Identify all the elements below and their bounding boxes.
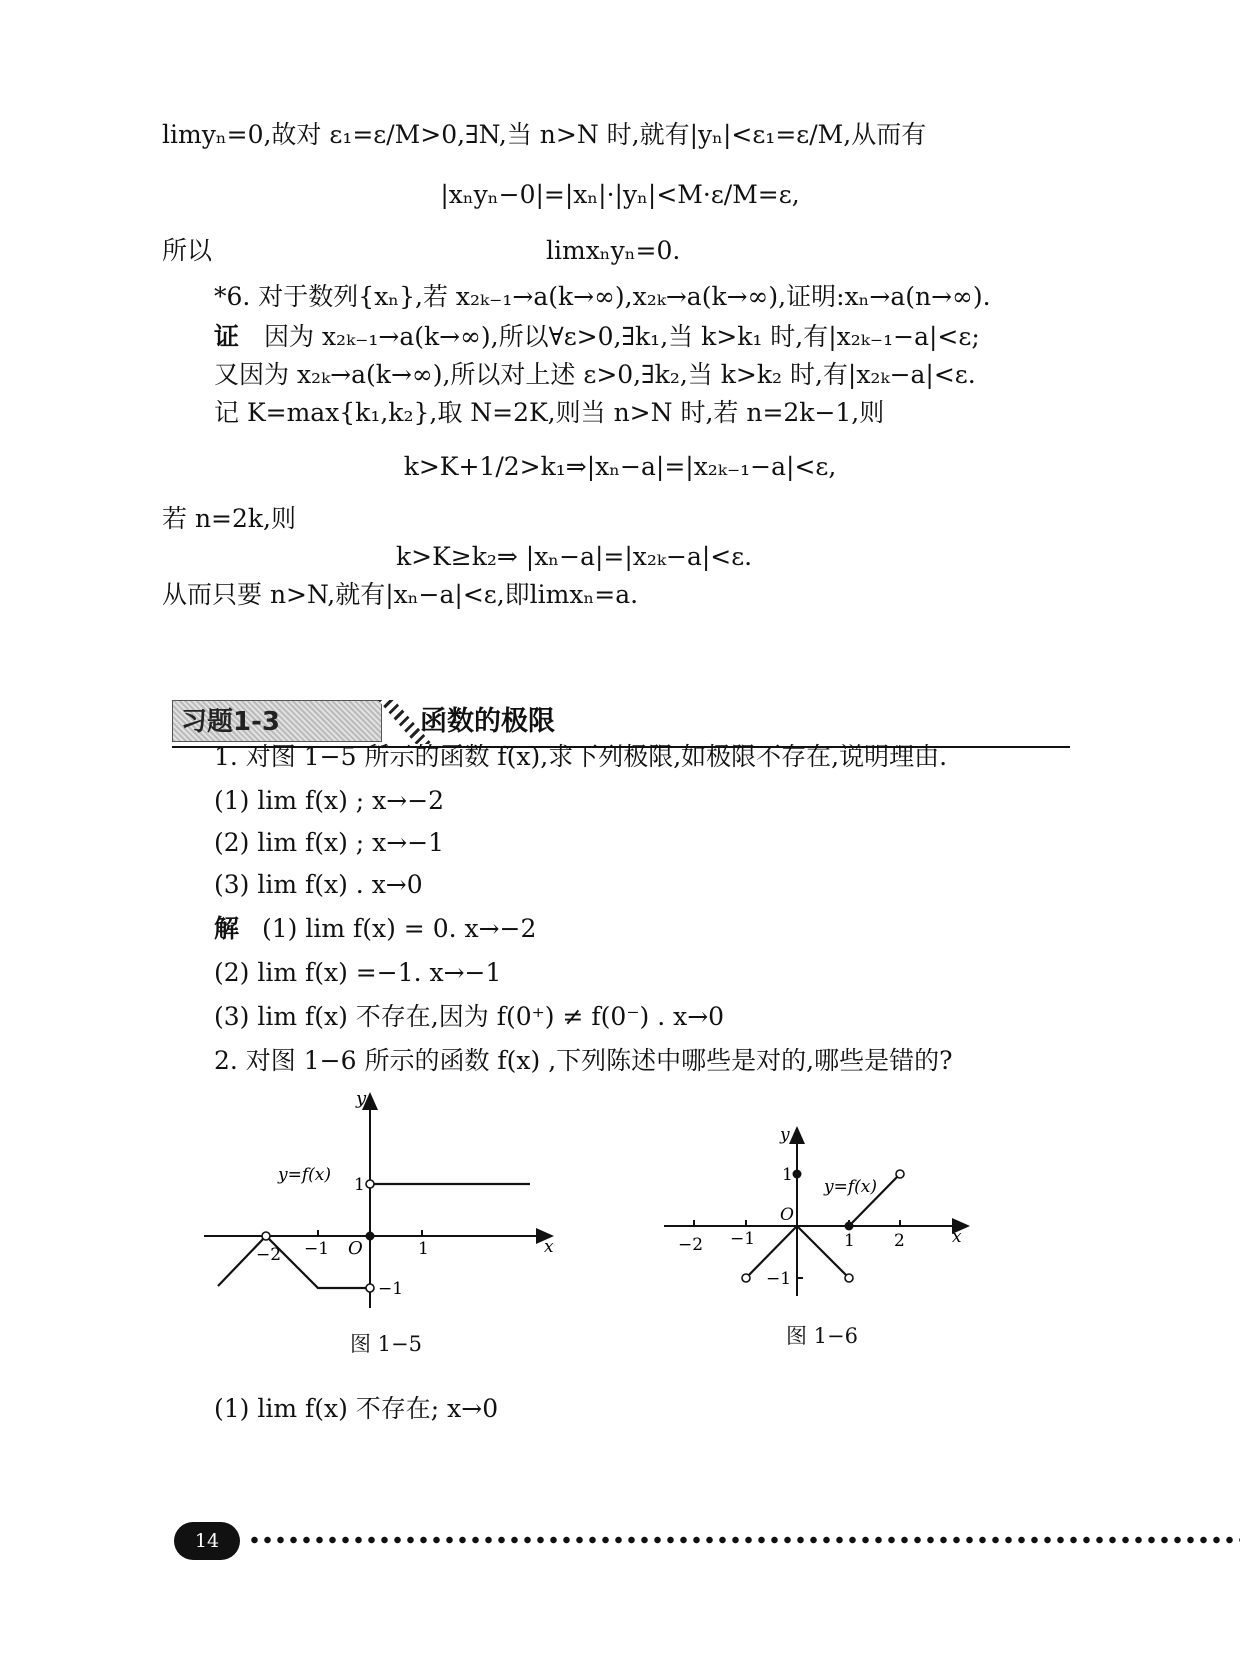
fig15-tick-y-1: 1 — [354, 1175, 365, 1195]
fig15-open-point-neg1 — [366, 1284, 374, 1292]
fig16-filled-point-x1 — [845, 1222, 854, 1231]
page-number: 14 — [174, 1522, 240, 1560]
exercise1-statement: 1. 对图 1−5 所示的函数 f(x),求下列极限,如极限不存在,说明理由. — [214, 742, 948, 771]
figure-1-5 — [200, 1086, 570, 1316]
exercise1-item-2: (2) lim f(x) ; x→−1 — [214, 828, 445, 857]
exercise1-item-3: (3) lim f(x) . x→0 — [214, 870, 423, 899]
proof5-conclude-formula: limxₙyₙ=0. — [546, 236, 681, 265]
problem6-line3: 记 K=max{k₁,k₂},取 N=2K,则当 n>N 时,若 n=2k−1,则 — [214, 398, 885, 427]
problem6-statement: *6. 对于数列{xₙ},若 x₂ₖ₋₁→a(k→∞),x₂ₖ→a(k→∞),证明:xₙ→a(n→∞). — [214, 282, 991, 311]
exercise2-statement: 2. 对图 1−6 所示的函数 f(x) ,下列陈述中哪些是对的,哪些是错的? — [214, 1046, 953, 1075]
fig16-tick-y-neg1: −1 — [766, 1269, 792, 1289]
fig16-filled-point-y1 — [793, 1170, 802, 1179]
problem6-line2: 又因为 x₂ₖ→a(k→∞),所以对上述 ε>0,∃k₂,当 k>k₂ 时,有|x₂ₖ−a|<ε. — [214, 360, 976, 389]
fig15-filled-point-origin — [366, 1232, 375, 1241]
fig15-open-point-neg2 — [262, 1232, 270, 1240]
fig15-tick-x-1: 1 — [418, 1239, 429, 1259]
fig15-open-point-1 — [366, 1180, 374, 1188]
exercise1-solution-3: (3) lim f(x) 不存在,因为 f(0⁺) ≠ f(0⁻) . x→0 — [214, 1002, 725, 1031]
section-title: 函数的极限 — [420, 706, 555, 737]
exercise1-item-1: (1) lim f(x) ; x→−2 — [214, 786, 445, 815]
footer-dotted-line — [248, 1530, 1240, 1550]
figure-1-6-caption: 图 1−6 — [786, 1324, 858, 1348]
fig15-tick-y-neg1: −1 — [378, 1279, 404, 1299]
fig16-tick-x-2: 2 — [894, 1231, 905, 1251]
problem6-line1: 因为 x₂ₖ₋₁→a(k→∞),所以∀ε>0,∃k₁,当 k>k₁ 时,有|x₂ₖ₋₁−a|<ε; — [264, 322, 980, 351]
section-tab: 习题1-3 — [172, 700, 382, 742]
problem6-formula1: k>K+1/2>k₁⇒|xₙ−a|=|x₂ₖ₋₁−a|<ε, — [403, 452, 837, 481]
exercise1-solution-1: (1) lim f(x) = 0. x→−2 — [262, 914, 537, 943]
fig16-tick-x-neg1: −1 — [730, 1229, 756, 1249]
exercise1-solution-label: 解 — [214, 914, 240, 943]
fig16-y-label: y — [780, 1125, 790, 1145]
exercise2-item-1: (1) lim f(x) 不存在; x→0 — [214, 1394, 499, 1423]
figure-1-6 — [660, 1120, 980, 1310]
fig16-tick-x-1: 1 — [844, 1231, 855, 1251]
fig16-seg-middle — [797, 1226, 849, 1278]
fig15-tick-x-neg1: −1 — [304, 1239, 330, 1259]
fig15-curve-label: y=f(x) — [278, 1165, 331, 1185]
fig16-open-point-middle — [845, 1274, 853, 1282]
fig15-x-label: x — [544, 1237, 554, 1257]
problem6-conclusion: 从而只要 n>N,就有|xₙ−a|<ε,即limxₙ=a. — [162, 580, 639, 609]
problem6-proof-label: 证 — [214, 322, 240, 351]
proof5-line1: limyₙ=0,故对 ε₁=ε/M>0,∃N,当 n>N 时,就有|yₙ|<ε₁=ε/M,从而有 — [162, 120, 927, 149]
fig15-tick-x-neg2: −2 — [256, 1245, 282, 1265]
fig16-curve-label: y=f(x) — [824, 1177, 877, 1197]
problem6-formula2: k>K≥k₂⇒ |xₙ−a|=|x₂ₖ−a|<ε. — [396, 542, 753, 571]
figure-1-5-caption: 图 1−5 — [350, 1332, 422, 1356]
fig16-open-point-left — [742, 1274, 750, 1282]
fig15-y-label: y — [356, 1088, 367, 1109]
fig16-tick-y-1: 1 — [782, 1165, 793, 1185]
exercise1-solution-2: (2) lim f(x) =−1. x→−1 — [214, 958, 502, 987]
fig16-x-label: x — [952, 1227, 962, 1247]
proof5-conclude-label: 所以 — [162, 236, 213, 265]
fig16-open-point-right — [896, 1170, 904, 1178]
fig16-origin: O — [780, 1205, 794, 1225]
fig15-origin: O — [348, 1238, 363, 1259]
problem6-case2: 若 n=2k,则 — [162, 504, 296, 533]
fig16-tick-x-neg2: −2 — [678, 1235, 704, 1255]
proof5-formula1: |xₙyₙ−0|=|xₙ|·|yₙ|<M·ε/M=ε, — [440, 180, 800, 209]
